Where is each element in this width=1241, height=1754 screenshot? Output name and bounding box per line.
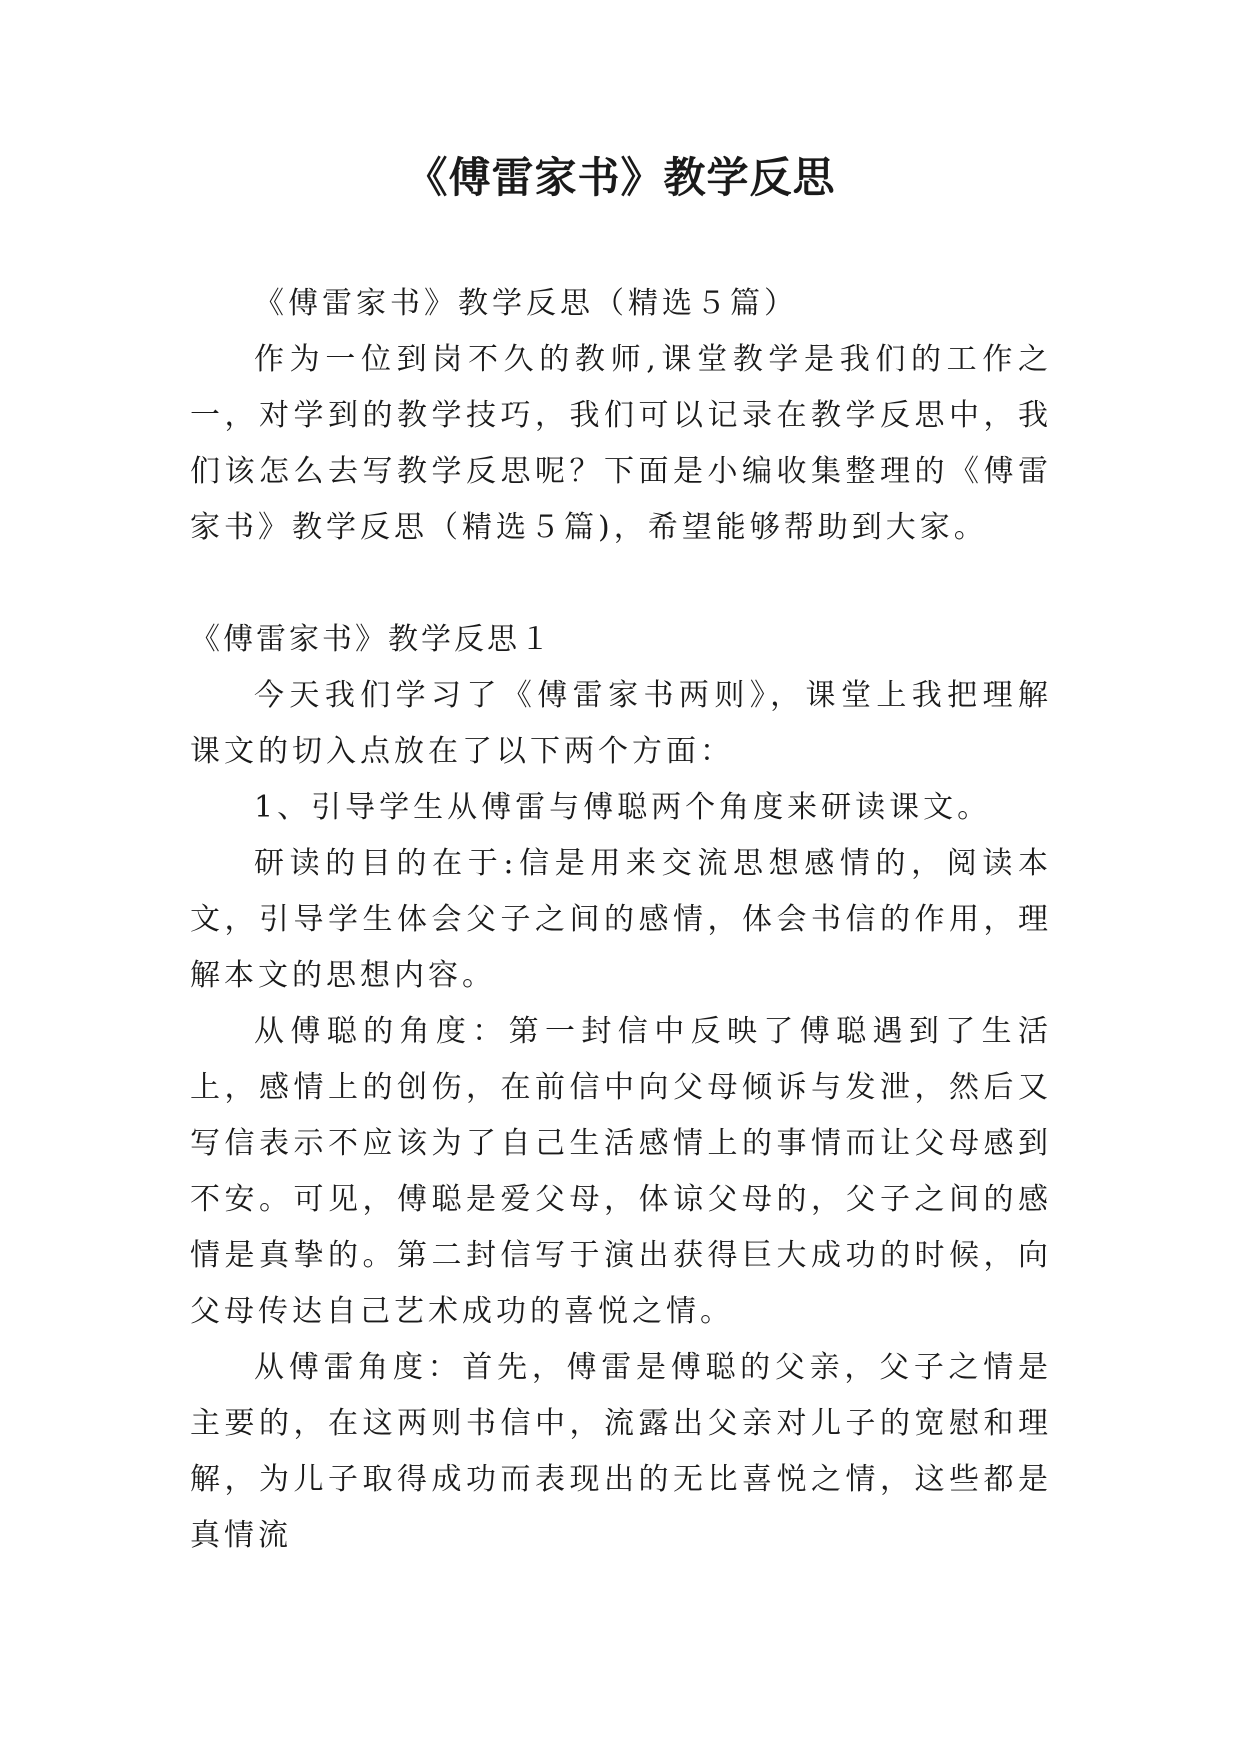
intro-paragraph: 作为一位到岗不久的教师,课堂教学是我们的工作之一，对学到的教学技巧，我们可以记录在教学反思中，我们该怎么去写教学反思呢？下面是小编收集整理的《傅雷家书》教学反思（精选５篇)，希望能够帮助到大家。 xyxy=(190,342,1052,545)
body-paragraph: 从傅雷角度：首先，傅雷是傅聪的父亲，父子之情是主要的，在这两则书信中，流露出父亲对儿子的宽慰和理解，为儿子取得成功而表现出的无比喜悦之情，这些都是真情流 xyxy=(190,1350,1052,1553)
section-heading: 《傅雷家书》教学反思１ xyxy=(190,622,553,657)
section-spacer xyxy=(190,556,1052,612)
body-paragraph: 1、引导学生从傅雷与傅聪两个角度来研读课文。 xyxy=(254,790,992,825)
subtitle-paragraph: 《傅雷家书》教学反思（精选５篇） xyxy=(254,286,798,321)
document-body xyxy=(190,276,1052,1564)
document-title: 《傅雷家书》教学反思 xyxy=(405,153,836,202)
body-paragraph: 从傅聪的角度：第一封信中反映了傅聪遇到了生活上，感情上的创伤，在前信中向父母倾诉与发泄，然后又写信表示不应该为了自己生活感情上的事情而让父母感到不安。可见，傅聪是爱父母，体谅父母的，父子之间的感情是真挚的。第二封信写于演出获得巨大成功的时候，向父母传达自己艺术成功的喜悦之情。 xyxy=(190,1014,1052,1329)
body-paragraph: 今天我们学习了《傅雷家书两则》，课堂上我把理解课文的切入点放在了以下两个方面： xyxy=(190,678,1052,769)
body-paragraph: 研读的目的在于:信是用来交流思想感情的，阅读本文，引导学生体会父子之间的感情，体会书信的作用，理解本文的思想内容。 xyxy=(190,846,1052,993)
